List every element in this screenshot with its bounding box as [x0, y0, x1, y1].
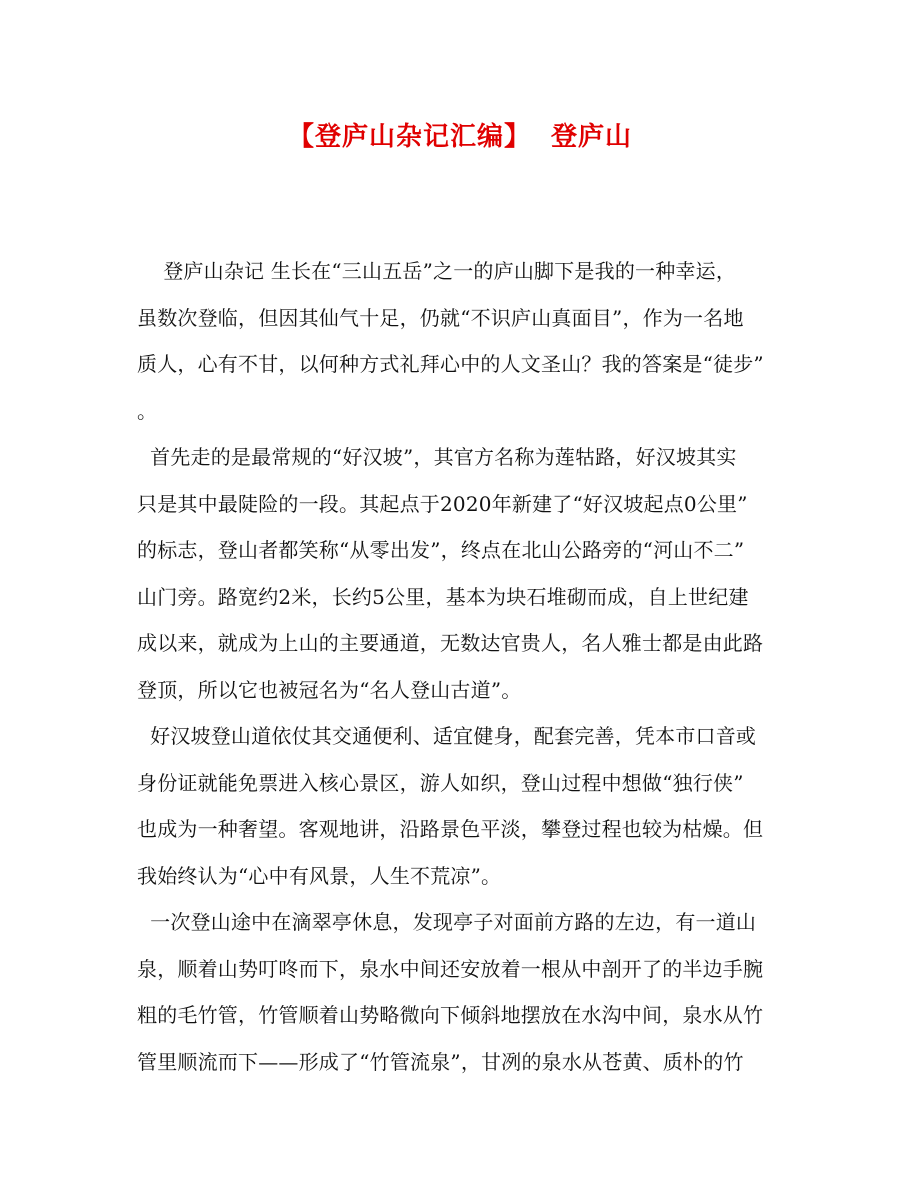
text-line: 也成为一种奢望。客观地讲，沿路景色平淡，攀登过程也较为枯燥。但 [137, 817, 764, 841]
text-line: 虽数次登临，但因其仙气十足，仍就“不识庐山真面目”，作为一名地 [137, 305, 744, 330]
text-line: 泉，顺着山势叮咚而下，泉水中间还安放着一根从中剖开了的半边手腕 [137, 956, 764, 981]
document-body [137, 248, 792, 1085]
text-line: 成以来，就成为上山的主要通道，无数达官贵人，名人雅士都是由此路 [137, 631, 764, 655]
text-line: 。 [137, 398, 158, 423]
text-line: 粗的毛竹管，竹管顺着山势略微向下倾斜地摆放在水沟中间，泉水从竹 [137, 1003, 764, 1027]
text-line: 我始终认为“心中有风景，人生不荒凉”。 [137, 863, 502, 888]
text-line: 管里顺流而下——形成了“竹管流泉”，甘冽的泉水从苍黄、质朴的竹 [137, 1049, 744, 1074]
text-line: 身份证就能免票进入核心景区，游人如织，登山过程中想做“独行侠” [137, 770, 744, 795]
text-line: 质人，心有不甘，以何种方式礼拜心中的人文圣山？我的答案是“徒步” [137, 352, 764, 376]
text-line: 好汉坡登山道依仗其交通便利、适宜健身，配套完善，凭本市口音或 [137, 724, 757, 748]
text-line: 登庐山杂记 生长在“三山五岳”之一的庐山脚下是我的一种幸运， [137, 259, 737, 283]
text-line: 登顶，所以它也被冠名为“名人登山古道”。 [137, 677, 522, 702]
text-line: 的标志，登山者都笑称“从零出发”，终点在北山公路旁的“河山不二” [137, 538, 745, 562]
text-line: 一次登山途中在滴翠亭休息，发现亭子对面前方路的左边，有一道山 [137, 910, 757, 934]
text-line: 山门旁。路宽约2米，长约5公里，基本为块石堆砌而成，自上世纪建 [137, 584, 749, 609]
text-line: 只是其中最陡险的一段。其起点于2020年新建了“好汉坡起点0公里” [137, 491, 748, 516]
document-title: 【登庐山杂记汇编】 登庐山 [287, 122, 633, 152]
text-line: 首先走的是最常规的“好汉坡”，其官方名称为莲牯路，好汉坡其实 [137, 445, 737, 469]
